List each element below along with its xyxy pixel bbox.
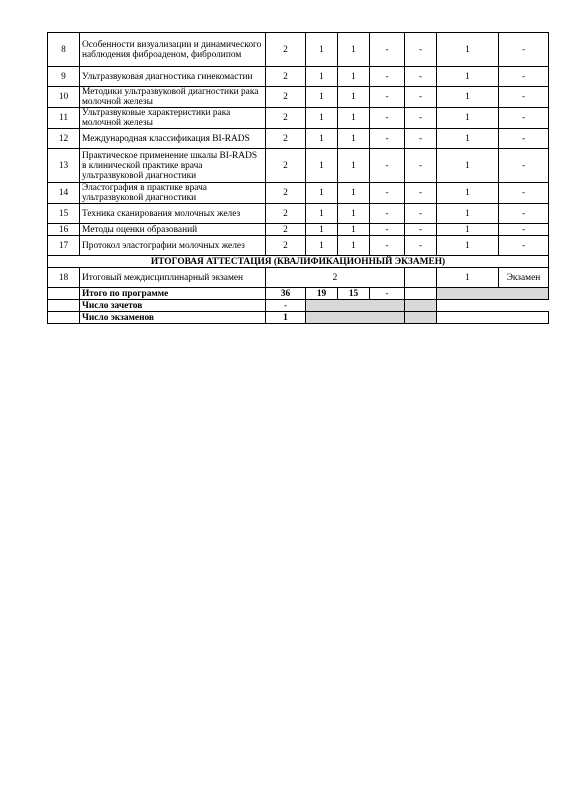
- cell-col3: -: [370, 149, 405, 183]
- cell-col1: 1: [306, 149, 338, 183]
- cell-col5: 1: [437, 149, 499, 183]
- empty-cell: [48, 312, 80, 324]
- cell-total: 2: [266, 236, 306, 256]
- shaded-cell: [405, 312, 437, 324]
- credits-row: [48, 300, 549, 312]
- table-row: [48, 149, 549, 183]
- topic-name: Ультразвуковая диагностика гинекомастии: [80, 67, 266, 87]
- cell-col2: 1: [338, 67, 370, 87]
- cell-total: 2: [266, 129, 306, 149]
- cell-col6: -: [499, 149, 549, 183]
- cell-col5: 1: [437, 108, 499, 129]
- curriculum-table: [47, 32, 549, 324]
- blank-cell: [437, 312, 549, 324]
- cell-col6: -: [499, 67, 549, 87]
- topic-name: Международная классификация BI-RADS: [80, 129, 266, 149]
- topic-name: Эластография в практике врача ультразвуковой диагностики: [80, 183, 266, 204]
- table-row: [48, 224, 549, 236]
- cell-col1: 19: [306, 288, 338, 300]
- cell-total: 2: [266, 183, 306, 204]
- cell-col3: -: [370, 204, 405, 224]
- empty-cell: [48, 300, 80, 312]
- topic-name: Ультразвуковые характеристики рака молочной железы: [80, 108, 266, 129]
- row-number: 11: [48, 108, 80, 129]
- row-number: 12: [48, 129, 80, 149]
- total-label: Итого по программе: [80, 288, 266, 300]
- cell-col2: 1: [338, 87, 370, 108]
- shaded-cell: [306, 300, 405, 312]
- cell-col2: 1: [338, 33, 370, 67]
- cell-total: 2: [266, 149, 306, 183]
- cell-total: 36: [266, 288, 306, 300]
- cell-col3: -: [370, 288, 405, 300]
- cell-total: 2: [266, 224, 306, 236]
- row-number: 18: [48, 268, 80, 288]
- cell-total: 2: [266, 268, 405, 288]
- row-number: 8: [48, 33, 80, 67]
- topic-name: Практическое применение шкалы BI-RADS в клинической практике врача ультразвуковой диагностики: [80, 149, 266, 183]
- cell-col6: -: [499, 87, 549, 108]
- table-row: [48, 204, 549, 224]
- cell-col5: 1: [437, 129, 499, 149]
- cell-col3: -: [370, 87, 405, 108]
- total-row: [48, 288, 549, 300]
- shaded-cell: [437, 288, 549, 300]
- cell-col4: -: [405, 204, 437, 224]
- cell-col5: 1: [437, 87, 499, 108]
- blank-cell: [437, 300, 549, 312]
- cell-col5: 1: [437, 204, 499, 224]
- table-row: [48, 87, 549, 108]
- cell-col6: -: [499, 183, 549, 204]
- topic-name: Техника сканирования молочных желез: [80, 204, 266, 224]
- empty-cell: [48, 288, 80, 300]
- cell-col4: -: [405, 108, 437, 129]
- table-row: [48, 183, 549, 204]
- cell-col2: 1: [338, 183, 370, 204]
- cell-col1: 1: [306, 87, 338, 108]
- table-row: [48, 236, 549, 256]
- cell-col3: -: [370, 67, 405, 87]
- section-title: ИТОГОВАЯ АТТЕСТАЦИЯ (КВАЛИФИКАЦИОННЫЙ ЭКЗАМЕН): [48, 256, 549, 268]
- exams-row: [48, 312, 549, 324]
- cell-col3: -: [370, 236, 405, 256]
- cell-col6: -: [499, 204, 549, 224]
- row-number: 14: [48, 183, 80, 204]
- cell-col2: 1: [338, 108, 370, 129]
- cell-total: 2: [266, 108, 306, 129]
- cell-col4: -: [405, 183, 437, 204]
- section-header-row: [48, 256, 549, 268]
- cell-col4: -: [405, 33, 437, 67]
- cell-total: 2: [266, 33, 306, 67]
- row-number: 15: [48, 204, 80, 224]
- cell-col3: -: [370, 224, 405, 236]
- cell-col4: -: [405, 236, 437, 256]
- empty-cell: [405, 288, 437, 300]
- row-number: 9: [48, 67, 80, 87]
- topic-name: Итоговый междисциплинарный экзамен: [80, 268, 266, 288]
- topic-name: Особенности визуализации и динамического наблюдения фиброаденом, фибролипом: [80, 33, 266, 67]
- cell-col5: 1: [437, 67, 499, 87]
- credits-label: Число зачетов: [80, 300, 266, 312]
- topic-name: Протокол эластографии молочных желез: [80, 236, 266, 256]
- cell-col2: 1: [338, 149, 370, 183]
- cell-total: 2: [266, 87, 306, 108]
- cell-col1: 1: [306, 33, 338, 67]
- cell-col6: -: [499, 236, 549, 256]
- cell-col1: 1: [306, 204, 338, 224]
- cell-col2: 1: [338, 236, 370, 256]
- cell-col1: 1: [306, 129, 338, 149]
- cell-col2: 1: [338, 204, 370, 224]
- table-body: [48, 33, 549, 324]
- cell-col2: 1: [338, 224, 370, 236]
- cell-col6: -: [499, 33, 549, 67]
- cell-col3: -: [370, 129, 405, 149]
- topic-name: Методики ультразвуковой диагностики рака молочной железы: [80, 87, 266, 108]
- cell-col4: -: [405, 224, 437, 236]
- exam-row: [48, 268, 549, 288]
- cell-col4: -: [405, 149, 437, 183]
- cell-col1: 1: [306, 183, 338, 204]
- cell-col3: -: [370, 108, 405, 129]
- cell-col3: -: [370, 183, 405, 204]
- shaded-cell: [306, 312, 405, 324]
- cell-col3: -: [370, 33, 405, 67]
- cell-col1: 1: [306, 236, 338, 256]
- row-number: 13: [48, 149, 80, 183]
- row-number: 10: [48, 87, 80, 108]
- exams-label: Число экзаменов: [80, 312, 266, 324]
- table-row: [48, 129, 549, 149]
- topic-name: Методы оценки образований: [80, 224, 266, 236]
- cell-col1: 1: [306, 67, 338, 87]
- table-row: [48, 108, 549, 129]
- row-number: 16: [48, 224, 80, 236]
- cell-col2: 1: [338, 129, 370, 149]
- cell-col6: -: [499, 108, 549, 129]
- cell-col4: [405, 268, 437, 288]
- table-row: [48, 33, 549, 67]
- cell-col4: -: [405, 67, 437, 87]
- cell-col6: -: [499, 224, 549, 236]
- cell-col4: -: [405, 129, 437, 149]
- cell-col2: 15: [338, 288, 370, 300]
- cell-col5: 1: [437, 33, 499, 67]
- cell-col1: 1: [306, 108, 338, 129]
- cell-col5: 1: [437, 236, 499, 256]
- credits-value: -: [266, 300, 306, 312]
- exams-value: 1: [266, 312, 306, 324]
- cell-col5: 1: [437, 183, 499, 204]
- cell-total: 2: [266, 67, 306, 87]
- cell-col4: -: [405, 87, 437, 108]
- cell-col1: 1: [306, 224, 338, 236]
- table-row: [48, 67, 549, 87]
- cell-col6: -: [499, 129, 549, 149]
- shaded-cell: [405, 300, 437, 312]
- cell-col6: Экзамен: [499, 268, 549, 288]
- cell-col5: 1: [437, 224, 499, 236]
- row-number: 17: [48, 236, 80, 256]
- cell-col5: 1: [437, 268, 499, 288]
- cell-total: 2: [266, 204, 306, 224]
